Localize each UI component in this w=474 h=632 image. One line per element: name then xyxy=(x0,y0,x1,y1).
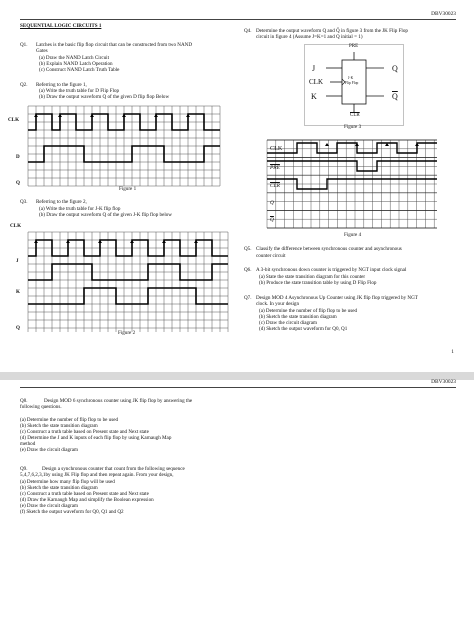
q7-item-d: (d) Sketch the output waveform for Q0, Q1 xyxy=(259,326,348,332)
fig3-caption: Figure 3 xyxy=(344,124,362,130)
q4-text-2: circuit in figure 4 (Assume J=K=1 and Q initial = 1) xyxy=(256,34,363,40)
q5-text: Classify the difference between synchronous counter and asynchronous xyxy=(256,246,402,252)
q5-text-2: counter circuit xyxy=(256,253,286,259)
figure-2-waveform xyxy=(28,232,234,332)
fig4-clk-wave xyxy=(267,143,437,153)
q3-text: Referring to the figure 2, xyxy=(36,199,87,205)
q8-item-a: (a) Determine the number of flip flop to be used xyxy=(20,417,119,423)
q2-item-a: (a) Write the truth table for D Flip Flop xyxy=(39,88,120,94)
q3-item-a: (a) Write the truth table for J-K flip flop xyxy=(39,206,121,212)
q7-text: Design MOD 4 Asynchronous Up Counter using JK flip flop triggered by NGT xyxy=(256,295,418,301)
figure-1-waveform xyxy=(28,106,224,186)
q5-number: Q5. xyxy=(244,246,252,252)
fig3-j-label: J xyxy=(312,64,316,73)
q9-text: Design a synchronous counter that count from the following sequence xyxy=(42,466,185,472)
q9-item-e: (e) Draw the circuit diagram xyxy=(20,503,78,509)
q3-number: Q3. xyxy=(20,199,28,205)
document-page-2 xyxy=(0,380,474,632)
q8-item-d-cont: method xyxy=(20,441,36,447)
q6-item-a: (a) State the state transition diagram for this counter xyxy=(259,274,366,280)
page-title: SEQUENTIAL LOGIC CIRCUITS 1 xyxy=(20,23,102,29)
q7-item-a: (a) Determine the number of flip flop to be used xyxy=(259,308,358,314)
q9-item-a: (a) Determine how many flip flop will be used xyxy=(20,479,115,485)
q9-item-b: (b) Sketch the state transition diagram xyxy=(20,485,98,491)
q1-text-2: Gates xyxy=(36,48,48,54)
q1-item-c: (c) Construct NAND Latch Truth Table xyxy=(39,67,120,73)
fig1-caption: Figure 1 xyxy=(119,186,137,192)
q6-text: A 3-bit synchronous down counter is triggered by NGT input clock signal xyxy=(256,267,407,273)
fig1-label-q: Q xyxy=(16,180,20,186)
q2-number: Q2. xyxy=(20,82,28,88)
figure-4-waveform xyxy=(267,140,443,228)
q7-item-b: (b) Sketch the state transition diagram xyxy=(259,314,337,320)
q8-item-b: (b) Sketch the state transition diagram xyxy=(20,423,98,429)
fig2-label-clk: CLK xyxy=(10,223,22,229)
q7-number: Q7. xyxy=(244,295,252,301)
q8-number: Q8. xyxy=(20,398,28,404)
q8-item-e: (e) Draw the circuit diagram xyxy=(20,447,78,453)
fig4-label-qbar: $\overline{Q}$ xyxy=(270,217,274,223)
fig4-label-pre: $\overline{PRE}$ xyxy=(270,165,280,171)
course-code-page-2: DBV30023 xyxy=(431,379,456,385)
fig4-label-q: Q xyxy=(270,200,274,206)
q1-item-a: (a) Draw the NAND Latch Circuit xyxy=(39,55,110,61)
q8-text: Design MOD 6 synchronous counter using JK flip flop by answering the xyxy=(44,398,193,404)
fig2-label-k: K xyxy=(16,289,20,295)
header-rule-page-2 xyxy=(20,387,456,388)
q2-item-b: (b) Draw the output waveform Q of the given D flip flop Below xyxy=(39,94,170,100)
fig3-clk-label: CLK xyxy=(309,78,323,86)
q6-number: Q6. xyxy=(244,267,252,273)
fig2-label-j: J xyxy=(16,258,19,264)
fig4-caption: Figure 4 xyxy=(344,232,362,238)
q9-item-d: (d) Draw the Karnaugh Map and simplify the Boolean expression xyxy=(20,497,154,503)
q7-text-2: clock. In your design xyxy=(256,301,300,307)
q9-item-f: (f) Sketch the output waveform for Q0, Q1 and Q2 xyxy=(20,509,124,515)
fig2-label-q: Q xyxy=(16,325,20,331)
fig3-k-label: K xyxy=(311,92,317,101)
q8-item-c: (c) Construct a truth table based on Present state and Next state xyxy=(20,429,149,435)
q7-item-c: (c) Draw the circuit diagram xyxy=(259,320,317,326)
q1-item-b: (b) Explain NAND Latch Operation xyxy=(39,61,113,67)
q8-item-d: (d) Determine the J and K inputs of each flip flop by using Karnaugh Map xyxy=(20,435,172,441)
q1-text: Latches is the basic flip flop circuit that can be constructed from two NAND xyxy=(36,42,193,48)
q8-text-2: following questions. xyxy=(20,404,62,410)
fig2-caption: Figure 2 xyxy=(118,330,136,336)
header-rule xyxy=(20,19,456,20)
fig4-pre-wave xyxy=(267,161,437,171)
q2-text: Referring to the figure 1, xyxy=(36,82,87,88)
fig3-qbar-label: $\overline{Q}$ xyxy=(392,92,398,101)
q9-item-c: (c) Construct a truth table based on Present state and Next state xyxy=(20,491,149,497)
q4-number: Q4. xyxy=(244,28,252,34)
page-number: 1 xyxy=(451,349,454,355)
course-code: DBV30023 xyxy=(431,11,456,17)
q6-item-b: (b) Produce the state transition table by using D Flip Flop xyxy=(259,280,377,286)
fig3-block-text-2: Flip Flop xyxy=(345,81,359,85)
q9-number: Q9. xyxy=(20,466,28,472)
fig4-label-clr: $\overline{CLR}$ xyxy=(270,183,280,189)
fig3-block-text-1: J-K xyxy=(348,76,354,80)
fig3-clr-label: $\overline{CLR}$ xyxy=(350,113,360,118)
q9-text-2: 5,4,7,6,2,3,1by using JK Flip flop and then repeat again. From your design, xyxy=(20,472,174,478)
q4-text: Determine the output waveform Q and Q̄ in figure 3 from the JK Flip Flop xyxy=(256,28,408,34)
fig4-label-clk: CLK xyxy=(270,145,283,152)
fig3-pre-label: PRE xyxy=(349,44,359,49)
fig3-q-label: Q xyxy=(392,64,398,73)
fig1-label-d: D xyxy=(16,154,20,160)
q3-item-b: (b) Draw the output waveform Q of the given J-K flip flop below xyxy=(39,212,172,218)
fig1-label-clk: CLK xyxy=(8,117,20,123)
q1-number: Q1. xyxy=(20,42,28,48)
